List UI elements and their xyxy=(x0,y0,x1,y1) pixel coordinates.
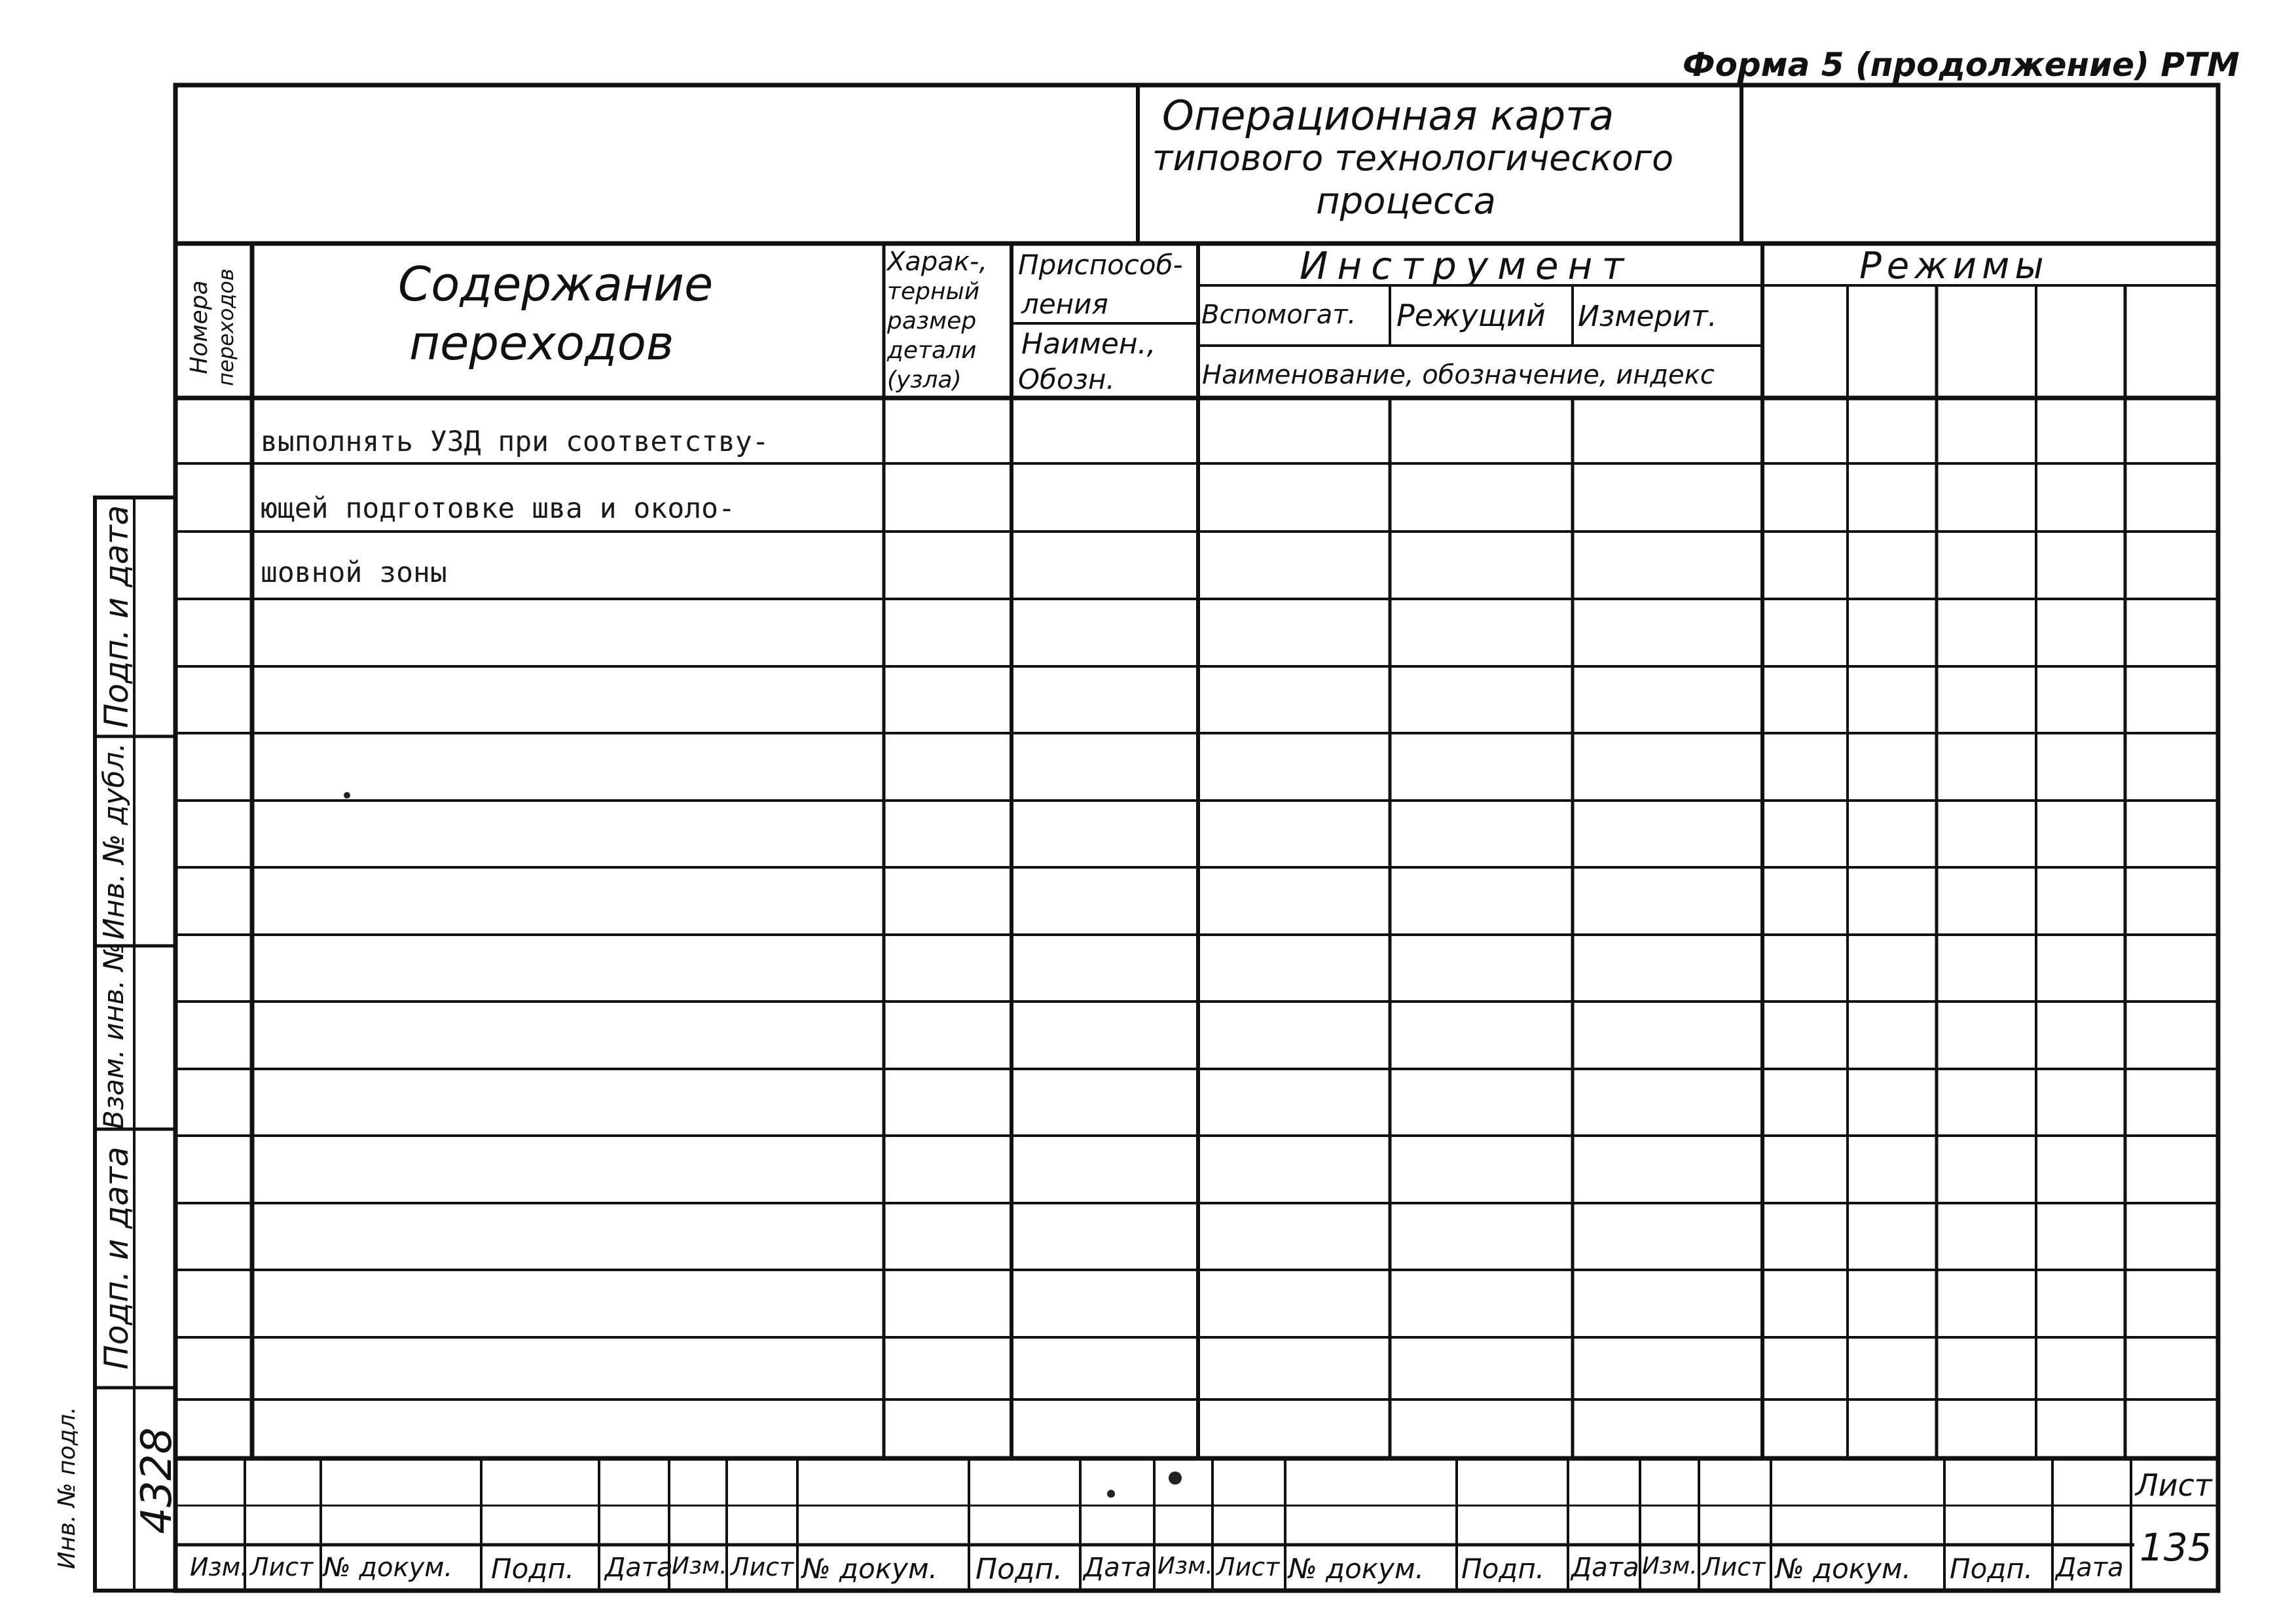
header-char-size-line-3: размер xyxy=(887,308,977,334)
footer-label-list-1: Лист xyxy=(250,1553,314,1581)
side-stamp-orig-inv: Инв. № подл. xyxy=(54,1406,81,1570)
footer-label-doc-4: № докум. xyxy=(1776,1553,1912,1585)
inventory-number: 4328 xyxy=(133,1427,181,1534)
footer-label-doc-1: № докум. xyxy=(323,1553,453,1583)
header-modes: Режимы xyxy=(1859,245,2049,287)
footer-label-sign-1: Подп. xyxy=(491,1553,575,1585)
header-char-size-line-5: (узла) xyxy=(887,367,962,393)
header-fixtures-sub-line-1: Наимен., xyxy=(1021,327,1156,361)
side-stamp-sign-date-1: Подп. и дата xyxy=(98,505,136,729)
footer-label-sign-4: Подп. xyxy=(1950,1553,2033,1585)
header-content-line-1: Содержание xyxy=(398,257,714,312)
card-title-line-3: процесса xyxy=(1316,180,1496,223)
footer-label-doc-2: № докум. xyxy=(802,1553,938,1585)
row-content-2: ющей подготовке шва и около- xyxy=(261,492,735,525)
footer-label-izm-1: Изм. xyxy=(190,1553,249,1581)
header-char-size-line-4: детали xyxy=(887,337,977,364)
header-tool: Инструмент xyxy=(1300,244,1633,288)
header-char-size-line-2: терный xyxy=(887,278,980,305)
header-tool-cutting: Режущий xyxy=(1396,298,1546,333)
footer-label-list-2: Лист xyxy=(731,1553,794,1581)
header-tool-aux: Вспомогат. xyxy=(1201,300,1357,330)
header-transition-numbers-line-2: переходов xyxy=(213,268,238,386)
header-fixtures-line-1: Приспособ- xyxy=(1018,249,1183,281)
header-tool-measuring: Измерит. xyxy=(1578,300,1717,333)
sheet-number: 135 xyxy=(2140,1525,2212,1570)
header-char-size xyxy=(887,247,987,395)
header-transition-numbers xyxy=(187,250,246,405)
sheet-label: Лист xyxy=(2136,1468,2212,1503)
side-stamp-sign-date-2: Подп. и дата xyxy=(98,1146,136,1370)
footer-label-doc-3: № докум. xyxy=(1288,1553,1425,1585)
header-fixtures-line-2: ления xyxy=(1021,288,1108,320)
footer-label-sign-3: Подп. xyxy=(1461,1553,1545,1585)
footer-label-izm-3: Изм. xyxy=(1157,1553,1213,1579)
header-tool-naming: Наименование, обозначение, индекс xyxy=(1202,360,1715,390)
header-char-size-line-1: Харак-, xyxy=(887,247,988,277)
footer-label-sign-2: Подп. xyxy=(975,1553,1063,1586)
side-stamp-dup-inv: Инв. № дубл. xyxy=(98,742,131,940)
footer-label-izm-2: Изм. xyxy=(672,1553,727,1579)
row-content-1: выполнять УЗД при соответству- xyxy=(261,425,769,458)
header-fixtures-sub-line-2: Обозн. xyxy=(1018,363,1115,395)
side-stamp-replace-inv: Взам. инв. № xyxy=(98,942,130,1129)
footer-label-date-3: Дата xyxy=(1571,1553,1639,1583)
card-title-line-1: Операционная карта xyxy=(1162,92,1614,139)
footer-label-date-1: Дата xyxy=(605,1553,673,1583)
header-content-line-2: переходов xyxy=(409,316,674,370)
footer-label-list-3: Лист xyxy=(1216,1553,1280,1581)
footer-label-date-2: Дата xyxy=(1084,1553,1152,1583)
footer-label-list-4: Лист xyxy=(1702,1553,1766,1581)
header-transition-numbers-line-1: Номера xyxy=(186,280,213,374)
footer-label-date-4: Дата xyxy=(2056,1553,2124,1583)
form-label: Форма 5 (продолжение) РТМ xyxy=(1683,46,2240,84)
footer-label-izm-4: Изм. xyxy=(1642,1553,1698,1579)
row-content-3: шовной зоны xyxy=(261,556,447,589)
card-title-line-2: типового технологического xyxy=(1152,137,1674,179)
